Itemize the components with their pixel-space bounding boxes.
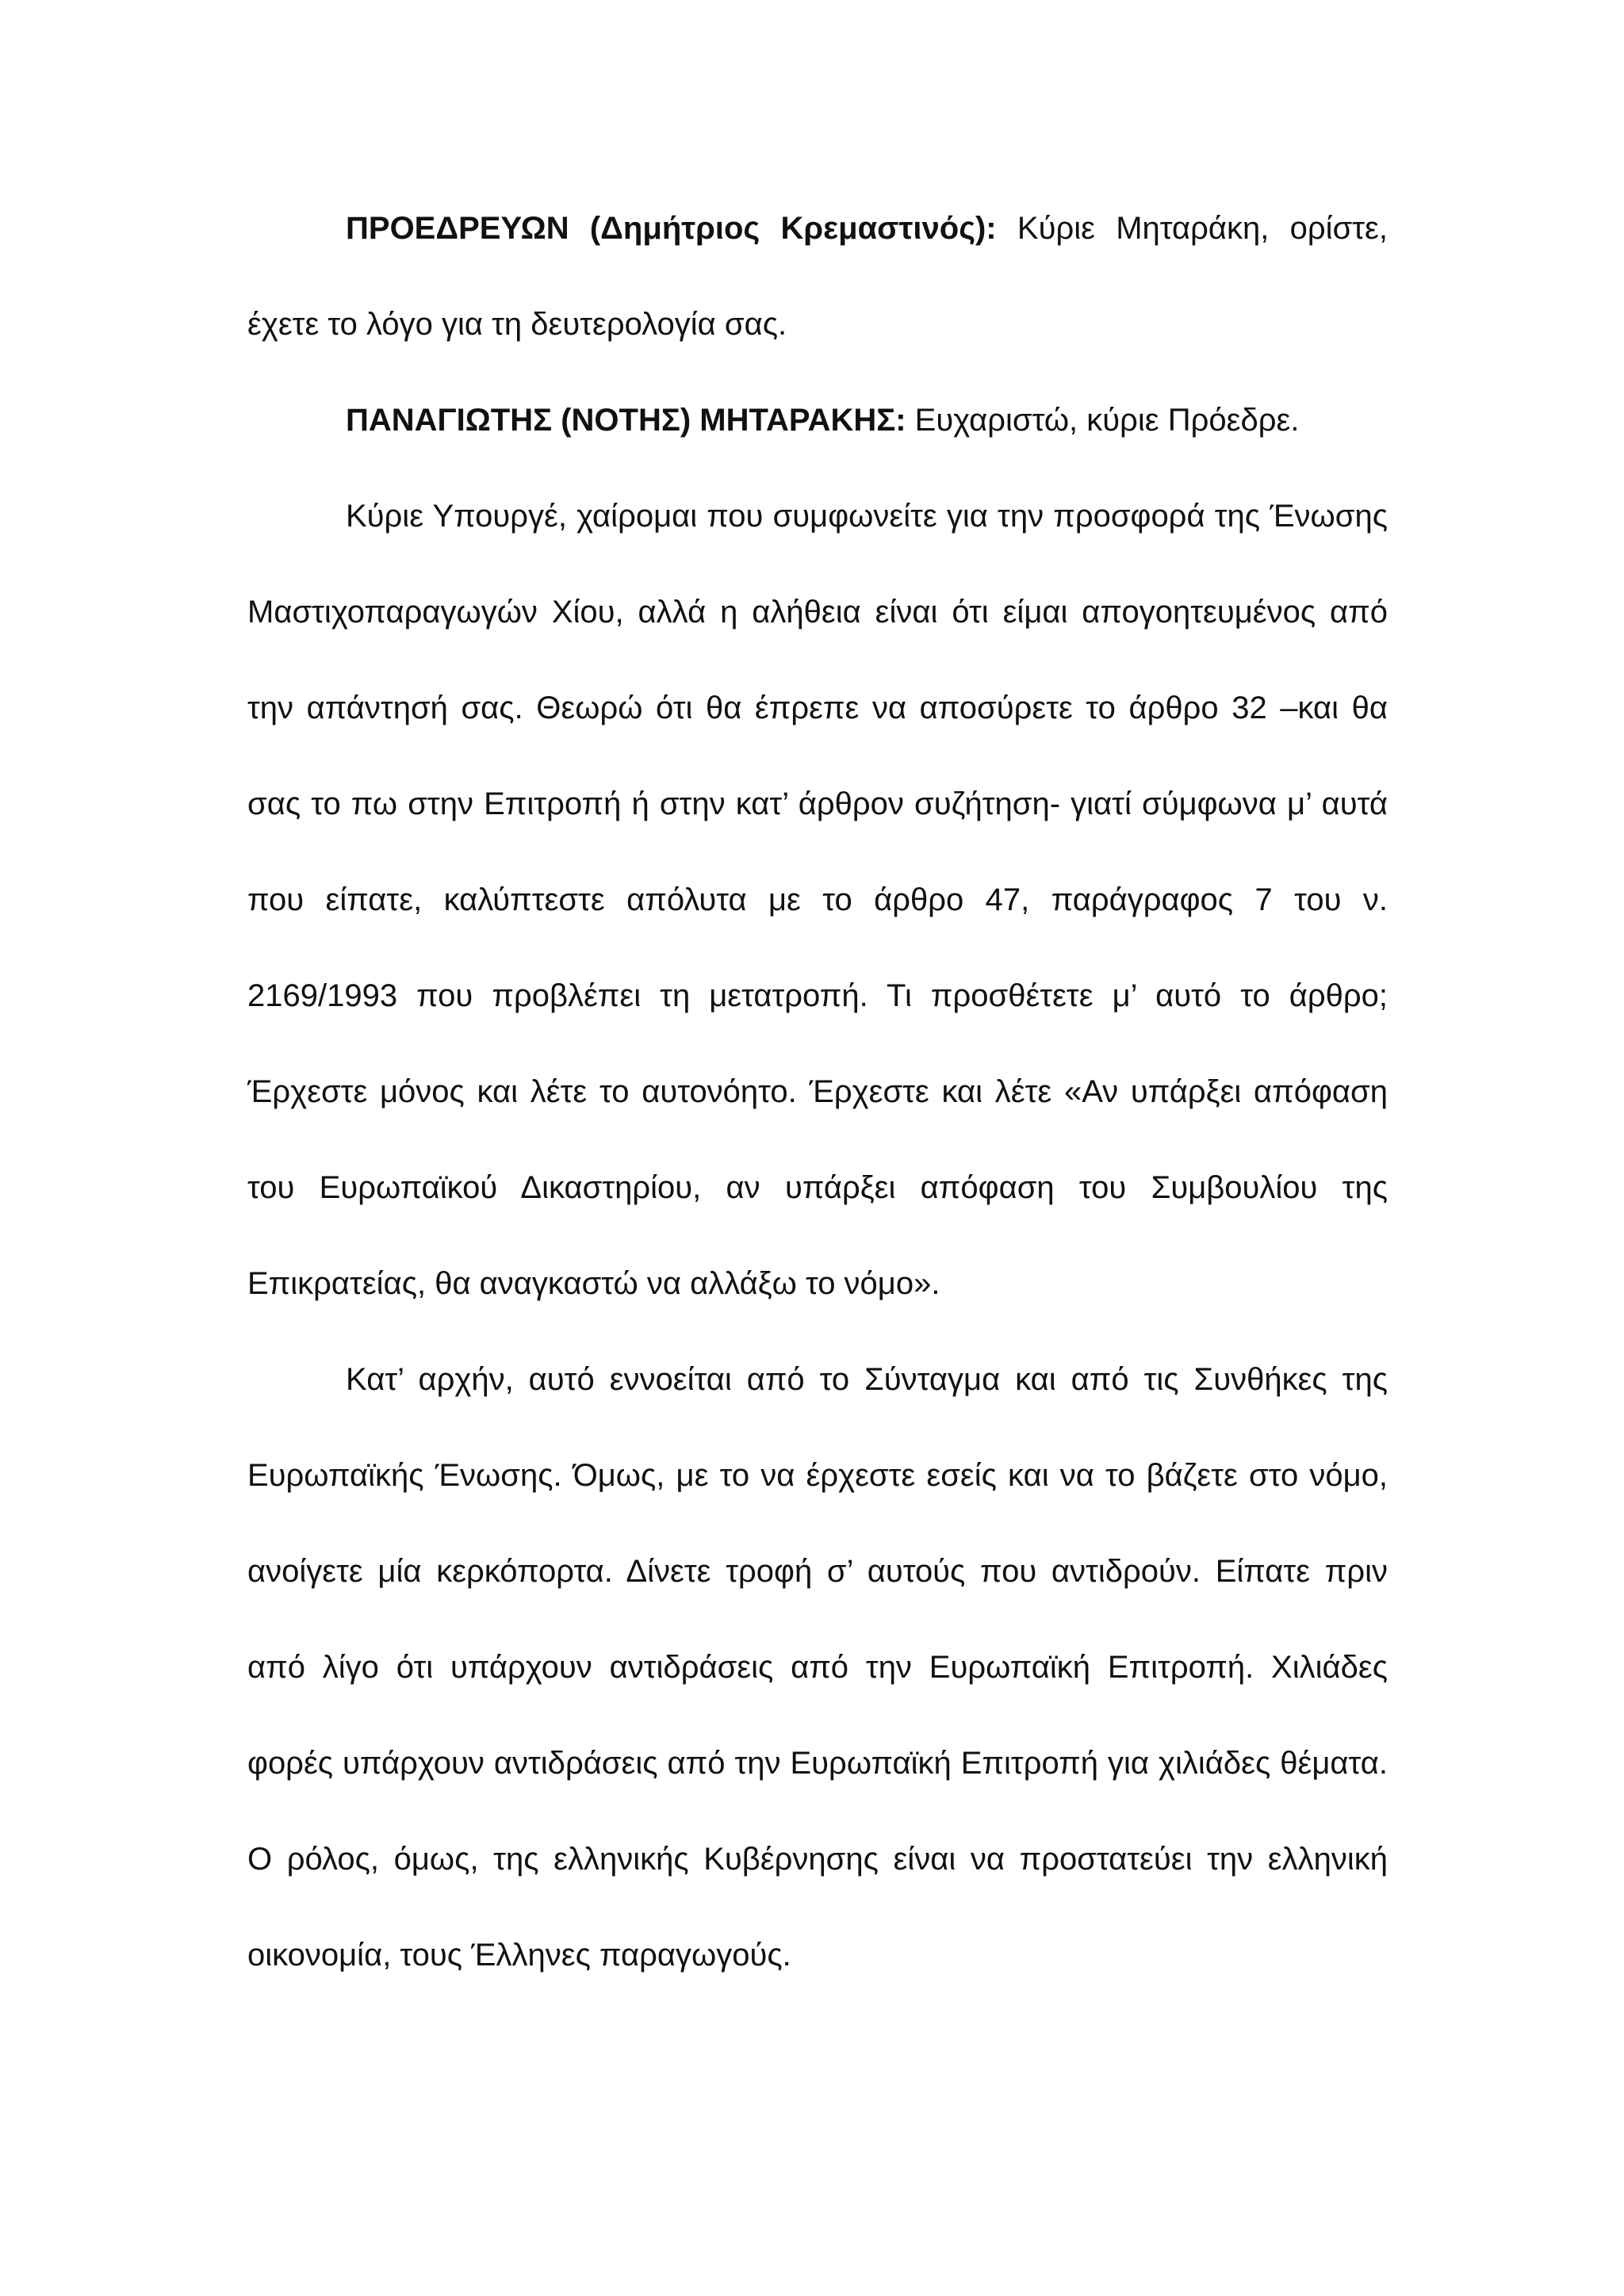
paragraph-text: Κύριε Υπουργέ, χαίρομαι που συμφωνείτε για την προσφορά της Ένωσης Μαστιχοπαραγωγών Χίου, αλλά η αλήθεια είναι ότι είμαι απογοητευμένος από την απάντησή σας. Θεωρώ ότι θα έπρεπε να αποσύρετε το άρθρο 32 –και θα σας το πω στην Επιτροπή ή στην κατ’ άρθρον συζήτηση- γιατί σύμφωνα μ’ αυτά που είπατε, καλύπτεστε απόλυτα με το άρθρο 47, παράγραφος 7 του ν. 2169/1993 που προβλέπει τη μετατροπή. Τι προσθέτετε μ’ αυτό το άρθρο; Έρχεστε μόνος και λέτε το αυτονόητο. Έρχεστε και λέτε «Αν υπάρξει απόφαση του Ευρωπαϊκού Δικαστηρίου, αν υπάρξει απόφαση του Συμβουλίου της Επικρατείας, θα αναγκαστώ να αλλάξω το νόμο». (247, 499, 1388, 1301)
paragraph-text: Κατ’ αρχήν, αυτό εννοείται από το Σύνταγμα και από τις Συνθήκες της Ευρωπαϊκής Ένωσης. Όμως, με το να έρχεστε εσείς και να το βάζετε στο νόμο, ανοίγετε μία κερκόπορτα. Δίνετε τροφή σ’ αυτούς που αντιδρούν. Είπατε πριν από λίγο ότι υπάρχουν αντιδράσεις από την Ευρωπαϊκή Επιτροπή. Χιλιάδες φορές υπάρχουν αντιδράσεις από την Ευρωπαϊκή Επιτροπή για χιλιάδες θέματα. Ο ρόλος, όμως, της ελληνικής Κυβέρνησης είναι να προστατεύει την ελληνική οικονομία, τους Έλληνες παραγωγούς. (247, 1362, 1388, 1973)
paragraph-mitarakis-speech-2 (247, 1332, 1388, 2003)
paragraph-mitarakis-thanks (247, 373, 1388, 469)
paragraph-text: Ευχαριστώ, κύριε Πρόεδρε. (906, 403, 1300, 438)
document-body (247, 181, 1388, 2003)
paragraph-chair-remark (247, 181, 1388, 373)
paragraph-mitarakis-speech-1 (247, 469, 1388, 1332)
speaker-name: ΠΡΟΕΔΡΕΥΩΝ (Δημήτριος Κρεμαστινός): (346, 211, 997, 246)
speaker-name: ΠΑΝΑΓΙΩΤΗΣ (ΝΟΤΗΣ) ΜΗΤΑΡΑΚΗΣ: (346, 403, 906, 438)
paragraph-text: Κύριε Μηταράκη, ορίστε, έχετε το λόγο για τη δευτερολογία σας. (247, 211, 1388, 342)
